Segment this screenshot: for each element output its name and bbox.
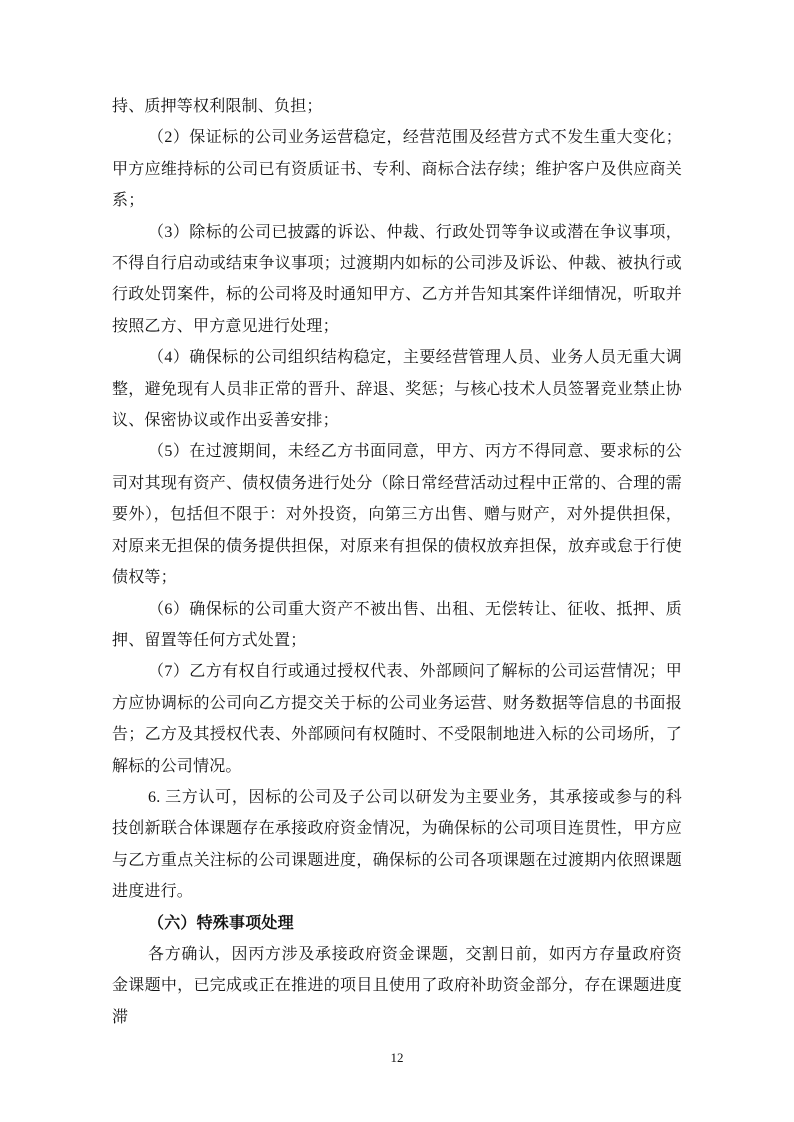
paragraph: 6. 三方认可，因标的公司及子公司以研发为主要业务，其承接或参与的科技创新联合体课题存在承接政府资金情况，为确保标的公司项目连贯性，甲方应与乙方重点关注标的公司课题进度，确保标的公司各项课题在过渡期内依照课题进度进行。 (112, 788, 682, 901)
paragraph: （3）除标的公司已披露的诉讼、仲裁、行政处罚等争议或潜在争议事项，不得自行启动或结束争议事项；过渡期内如标的公司涉及诉讼、仲裁、被执行或行政处罚案件，标的公司将及时通知甲方、乙方并告知其案件详细情况，听取并按照乙方、甲方意见进行处理； (112, 223, 682, 335)
paragraph: （7）乙方有权自行或通过授权代表、外部顾问了解标的公司运营情况；甲方应协调标的公司向乙方提交关于标的公司业务运营、财务数据等信息的书面报告；乙方及其授权代表、外部顾问有权随时、不受限制地进入标的公司场所，了解标的公司情况。 (112, 663, 682, 775)
paragraph: （6）确保标的公司重大资产不被出售、出租、无偿转让、征收、抵押、质押、留置等任何方式处置； (112, 600, 682, 649)
section-heading: （六）特殊事项处理 (148, 914, 294, 932)
paragraph: （5）在过渡期间，未经乙方书面同意，甲方、丙方不得同意、要求标的公司对其现有资产、债权债务进行处分（除日常经营活动过程中正常的、合理的需要外），包括但不限于：对外投资，向第三方出售、赠与财产，对外提供担保，对原来无担保的债务提供担保，对原来有担保的债权放弃担保，放弃或怠于行使债权等； (112, 443, 682, 587)
page-footer (0, 1050, 794, 1066)
paragraph: 各方确认，因丙方涉及承接政府资金课题，交割日前，如丙方存量政府资金课题中，已完成或正在推进的项目且使用了政府补助资金部分，存在课题进度滞 (112, 945, 682, 1026)
paragraph: （4）确保标的公司组织结构稳定，主要经营管理人员、业务人员无重大调整，避免现有人员非正常的晋升、辞退、奖惩；与核心技术人员签署竞业禁止协议、保密协议或作出妥善安排； (112, 349, 682, 430)
page-body (112, 91, 682, 1033)
paragraph: （2）保证标的公司业务运营稳定，经营范围及经营方式不发生重大变化；甲方应维持标的公司已有资质证书、专利、商标合法存续；维护客户及供应商关系； (112, 129, 682, 210)
page-number: 12 (390, 1050, 404, 1065)
paragraph: 持、质押等权利限制、负担； (112, 98, 323, 115)
